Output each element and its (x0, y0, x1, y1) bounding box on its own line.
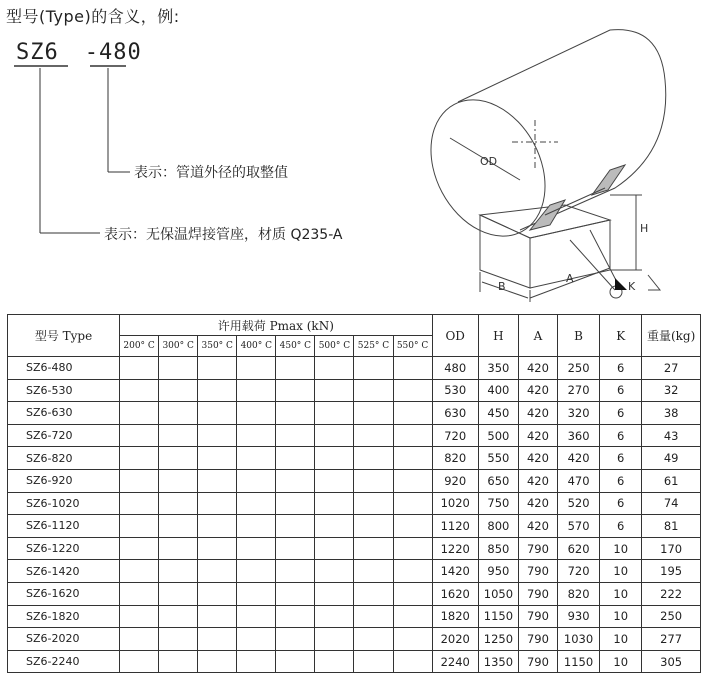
cell-a: 420 (518, 492, 557, 515)
header-temp: 500° C (315, 336, 354, 357)
cell-k: 6 (600, 402, 642, 425)
cell-load-empty (354, 492, 393, 515)
cell-load-empty (354, 447, 393, 470)
cell-od: 2240 (432, 650, 478, 673)
cell-load-empty (315, 582, 354, 605)
label-b: B (498, 280, 506, 293)
cell-load-empty (198, 447, 237, 470)
cell-k: 6 (600, 379, 642, 402)
cell-load-empty (237, 650, 276, 673)
cell-load-empty (198, 492, 237, 515)
label-a: A (566, 272, 574, 285)
cell-b: 520 (558, 492, 600, 515)
cell-load-empty (276, 537, 315, 560)
cell-model: SZ6-2020 (8, 628, 120, 651)
pipe-end-ellipse (410, 80, 568, 256)
cell-model: SZ6-1820 (8, 605, 120, 628)
table-row (8, 357, 701, 380)
table-row (8, 582, 701, 605)
cell-model: SZ6-720 (8, 424, 120, 447)
cell-a: 790 (518, 560, 557, 583)
cell-load-empty (315, 469, 354, 492)
cell-a: 420 (518, 424, 557, 447)
cell-b: 420 (558, 447, 600, 470)
cell-load-empty (159, 492, 198, 515)
cell-load-empty (159, 537, 198, 560)
table-row (8, 605, 701, 628)
cell-load-empty (354, 582, 393, 605)
table-row (8, 447, 701, 470)
cell-load-empty (237, 447, 276, 470)
table-row (8, 492, 701, 515)
cell-weight: 61 (642, 469, 701, 492)
cell-load-empty (120, 515, 159, 538)
cell-load-empty (393, 492, 432, 515)
cell-h: 350 (478, 357, 518, 380)
header-temp: 350° C (198, 336, 237, 357)
cell-k: 10 (600, 650, 642, 673)
cell-load-empty (120, 402, 159, 425)
cell-load-empty (198, 650, 237, 673)
label-od: OD (480, 155, 498, 168)
cell-load-empty (393, 628, 432, 651)
cell-h: 450 (478, 402, 518, 425)
cell-model: SZ6-1220 (8, 537, 120, 560)
cell-load-empty (120, 469, 159, 492)
cell-k: 6 (600, 469, 642, 492)
cell-model: SZ6-1620 (8, 582, 120, 605)
cell-od: 720 (432, 424, 478, 447)
cell-a: 420 (518, 357, 557, 380)
header-temp: 525° C (354, 336, 393, 357)
cell-od: 1120 (432, 515, 478, 538)
cell-h: 550 (478, 447, 518, 470)
cell-load-empty (120, 537, 159, 560)
cell-load-empty (315, 447, 354, 470)
header-od: OD (432, 315, 478, 357)
code-explanation-leaders (0, 0, 410, 250)
header-b: B (558, 315, 600, 357)
cell-h: 1050 (478, 582, 518, 605)
cell-h: 650 (478, 469, 518, 492)
table-row (8, 379, 701, 402)
cell-load-empty (276, 357, 315, 380)
cell-load-empty (120, 628, 159, 651)
cell-load-empty (393, 469, 432, 492)
cell-od: 1420 (432, 560, 478, 583)
cell-load-empty (237, 628, 276, 651)
cell-load-empty (276, 582, 315, 605)
cell-load-empty (393, 560, 432, 583)
cell-od: 480 (432, 357, 478, 380)
cell-model: SZ6-820 (8, 447, 120, 470)
cell-load-empty (315, 628, 354, 651)
cell-load-empty (120, 582, 159, 605)
header-k: K (600, 315, 642, 357)
cell-load-empty (393, 650, 432, 673)
header-temp: 200° C (120, 336, 159, 357)
cell-load-empty (315, 402, 354, 425)
cell-od: 1820 (432, 605, 478, 628)
header-temp: 300° C (159, 336, 198, 357)
cell-weight: 195 (642, 560, 701, 583)
cell-od: 2020 (432, 628, 478, 651)
cell-weight: 277 (642, 628, 701, 651)
cell-load-empty (159, 469, 198, 492)
cell-load-empty (393, 515, 432, 538)
cell-load-empty (354, 424, 393, 447)
cell-load-empty (198, 357, 237, 380)
cell-load-empty (276, 379, 315, 402)
cell-b: 1150 (558, 650, 600, 673)
cell-load-empty (276, 492, 315, 515)
cell-k: 10 (600, 582, 642, 605)
cell-load-empty (237, 560, 276, 583)
cell-k: 6 (600, 447, 642, 470)
cell-a: 420 (518, 515, 557, 538)
model-code-size: -480 (84, 40, 142, 65)
cell-load-empty (237, 515, 276, 538)
cell-h: 1250 (478, 628, 518, 651)
cell-b: 620 (558, 537, 600, 560)
cell-load-empty (393, 402, 432, 425)
cell-load-empty (354, 469, 393, 492)
cell-weight: 32 (642, 379, 701, 402)
cell-weight: 27 (642, 357, 701, 380)
cell-load-empty (393, 357, 432, 380)
cell-model: SZ6-1420 (8, 560, 120, 583)
cell-a: 790 (518, 582, 557, 605)
cell-a: 420 (518, 469, 557, 492)
cell-load-empty (393, 447, 432, 470)
table-row (8, 537, 701, 560)
cell-load-empty (198, 560, 237, 583)
cell-load-empty (237, 605, 276, 628)
cell-weight: 250 (642, 605, 701, 628)
cell-weight: 38 (642, 402, 701, 425)
cell-load-empty (237, 537, 276, 560)
pipe-body (458, 30, 666, 230)
cell-load-empty (198, 379, 237, 402)
cell-load-empty (315, 650, 354, 673)
cell-load-empty (198, 424, 237, 447)
cell-h: 750 (478, 492, 518, 515)
cell-load-empty (237, 402, 276, 425)
cell-load-empty (276, 424, 315, 447)
cell-od: 630 (432, 402, 478, 425)
cell-a: 790 (518, 650, 557, 673)
cell-load-empty (393, 379, 432, 402)
cell-od: 1020 (432, 492, 478, 515)
cell-load-empty (315, 357, 354, 380)
header-temp: 400° C (237, 336, 276, 357)
cell-h: 400 (478, 379, 518, 402)
cell-k: 6 (600, 424, 642, 447)
cell-load-empty (315, 492, 354, 515)
cell-model: SZ6-480 (8, 357, 120, 380)
cell-load-empty (120, 560, 159, 583)
cell-h: 1150 (478, 605, 518, 628)
cell-a: 790 (518, 605, 557, 628)
cell-load-empty (354, 537, 393, 560)
cell-b: 320 (558, 402, 600, 425)
cell-load-empty (315, 537, 354, 560)
cell-load-empty (276, 402, 315, 425)
explanation-type: 表示：无保温焊接管座，材质 Q235-A (104, 227, 343, 243)
table-row (8, 515, 701, 538)
cell-model: SZ6-530 (8, 379, 120, 402)
cell-load-empty (237, 357, 276, 380)
cell-load-empty (354, 628, 393, 651)
cell-load-empty (120, 447, 159, 470)
cell-load-empty (276, 605, 315, 628)
cell-model: SZ6-920 (8, 469, 120, 492)
header-type: 型号 Type (8, 315, 120, 357)
table-row (8, 650, 701, 673)
cell-load-empty (120, 424, 159, 447)
cell-b: 1030 (558, 628, 600, 651)
cell-load-empty (237, 469, 276, 492)
table-row (8, 628, 701, 651)
pipe-support-diagram (410, 20, 695, 305)
cell-model: SZ6-630 (8, 402, 120, 425)
cell-model: SZ6-2240 (8, 650, 120, 673)
cell-load-empty (276, 650, 315, 673)
cell-load-empty (120, 379, 159, 402)
header-a: A (518, 315, 557, 357)
cell-h: 850 (478, 537, 518, 560)
cell-load-empty (159, 605, 198, 628)
cell-load-empty (159, 582, 198, 605)
cell-a: 790 (518, 537, 557, 560)
cell-od: 820 (432, 447, 478, 470)
cell-weight: 222 (642, 582, 701, 605)
cell-load-empty (315, 560, 354, 583)
cell-load-empty (198, 537, 237, 560)
cell-load-empty (354, 560, 393, 583)
cell-load-empty (393, 537, 432, 560)
cell-a: 420 (518, 447, 557, 470)
cell-load-empty (276, 628, 315, 651)
cell-load-empty (120, 650, 159, 673)
cell-k: 6 (600, 357, 642, 380)
header-temp: 550° C (393, 336, 432, 357)
cell-load-empty (237, 492, 276, 515)
cell-load-empty (198, 628, 237, 651)
cell-load-empty (198, 515, 237, 538)
cell-b: 820 (558, 582, 600, 605)
cell-b: 470 (558, 469, 600, 492)
cell-load-empty (354, 650, 393, 673)
spec-table (7, 314, 701, 673)
cell-k: 6 (600, 492, 642, 515)
cell-b: 930 (558, 605, 600, 628)
cell-a: 420 (518, 402, 557, 425)
cell-od: 920 (432, 469, 478, 492)
header-h: H (478, 315, 518, 357)
cell-load-empty (276, 515, 315, 538)
cell-b: 720 (558, 560, 600, 583)
cell-k: 10 (600, 628, 642, 651)
cell-weight: 81 (642, 515, 701, 538)
cell-h: 950 (478, 560, 518, 583)
explanation-size: 表示：管道外径的取整值 (134, 165, 288, 181)
cell-b: 270 (558, 379, 600, 402)
cell-load-empty (198, 402, 237, 425)
table-row (8, 424, 701, 447)
cell-b: 360 (558, 424, 600, 447)
cell-weight: 305 (642, 650, 701, 673)
cell-load-empty (393, 424, 432, 447)
cell-load-empty (393, 582, 432, 605)
header-weight: 重量(kg) (642, 315, 701, 357)
table-row (8, 469, 701, 492)
model-code-series: SZ6 (16, 40, 59, 65)
cell-load-empty (159, 650, 198, 673)
cell-load-empty (315, 379, 354, 402)
cell-a: 420 (518, 379, 557, 402)
cell-load-empty (120, 357, 159, 380)
cell-k: 6 (600, 515, 642, 538)
cell-load-empty (198, 605, 237, 628)
cell-load-empty (159, 357, 198, 380)
cell-load-empty (354, 515, 393, 538)
cell-h: 800 (478, 515, 518, 538)
cell-load-empty (354, 357, 393, 380)
cell-load-empty (159, 628, 198, 651)
cell-load-empty (198, 582, 237, 605)
cell-k: 10 (600, 605, 642, 628)
cell-load-empty (276, 560, 315, 583)
cell-b: 570 (558, 515, 600, 538)
spec-table-body (8, 357, 701, 673)
cell-load-empty (237, 424, 276, 447)
cell-od: 1220 (432, 537, 478, 560)
cell-a: 790 (518, 628, 557, 651)
cell-model: SZ6-1020 (8, 492, 120, 515)
cell-load-empty (237, 379, 276, 402)
cell-load-empty (276, 469, 315, 492)
base-front (480, 215, 530, 288)
table-row (8, 560, 701, 583)
cell-load-empty (159, 424, 198, 447)
cell-load-empty (354, 379, 393, 402)
cell-load-empty (315, 515, 354, 538)
cell-load-empty (159, 560, 198, 583)
cell-weight: 43 (642, 424, 701, 447)
page-heading: 型号(Type)的含义，例: (6, 7, 180, 26)
cell-h: 1350 (478, 650, 518, 673)
cell-od: 1620 (432, 582, 478, 605)
cell-weight: 74 (642, 492, 701, 515)
cell-b: 250 (558, 357, 600, 380)
cell-load-empty (159, 379, 198, 402)
cell-weight: 49 (642, 447, 701, 470)
cell-k: 10 (600, 560, 642, 583)
label-k: K (628, 280, 636, 293)
cell-load-empty (276, 447, 315, 470)
cell-weight: 170 (642, 537, 701, 560)
label-h: H (640, 222, 649, 235)
cell-load-empty (354, 402, 393, 425)
header-temp: 450° C (276, 336, 315, 357)
cell-od: 530 (432, 379, 478, 402)
cell-load-empty (159, 515, 198, 538)
cell-load-empty (198, 469, 237, 492)
table-row (8, 402, 701, 425)
cell-load-empty (237, 582, 276, 605)
cell-load-empty (159, 402, 198, 425)
cell-k: 10 (600, 537, 642, 560)
header-load: 许用载荷 Pmax (kN) (120, 315, 433, 336)
cell-load-empty (393, 605, 432, 628)
cell-load-empty (315, 605, 354, 628)
cell-load-empty (159, 447, 198, 470)
cell-load-empty (354, 605, 393, 628)
cell-load-empty (120, 605, 159, 628)
cell-h: 500 (478, 424, 518, 447)
cell-load-empty (315, 424, 354, 447)
cell-load-empty (120, 492, 159, 515)
cell-model: SZ6-1120 (8, 515, 120, 538)
